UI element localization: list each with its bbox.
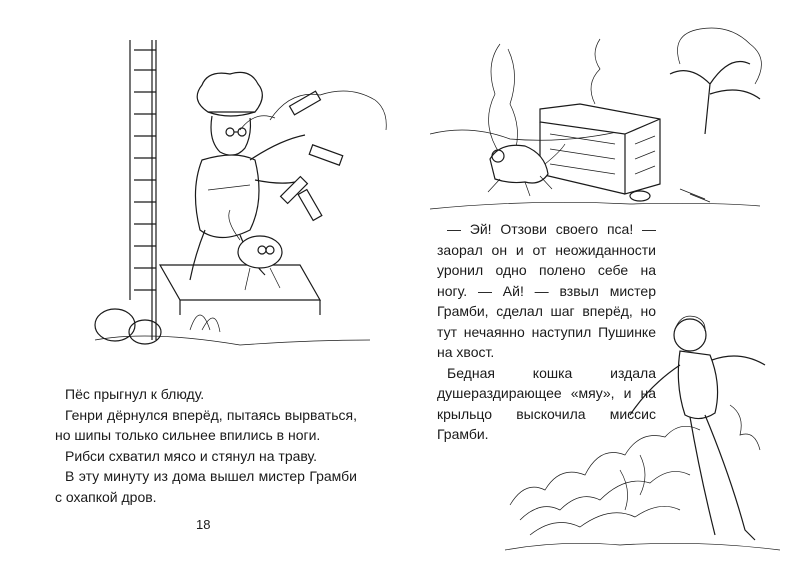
- chef-and-cat-illustration: [90, 40, 390, 360]
- boy-in-bushes-illustration: [500, 305, 799, 567]
- left-page: [0, 0, 399, 567]
- paragraph: Пёс прыгнул к блюду.: [65, 386, 205, 402]
- paragraph: Генри дёрнулся вперёд, пытаясь вырваться, но шипы только сильнее впились в ноги.: [55, 406, 357, 443]
- paragraph: В эту минуту из дома вышел мистер Грамби с охапкой дров.: [55, 468, 357, 505]
- paragraph: Рибси схватил мясо и стянул на траву.: [65, 447, 318, 464]
- page-number: 18: [196, 517, 211, 532]
- left-page-text: [55, 384, 357, 507]
- dog-and-barbecue-illustration: [430, 24, 770, 214]
- paragraph: Бедная кошка издала душераздирающее «мяу», и на крыльцо выскочила миссис Грамби.: [437, 364, 656, 442]
- paragraph: — Эй! Отзови своего пса! — заорал он и от неожиданности уронил одно полено себе на ногу. — Ай! — взвыл мистер Грамби, сделал шаг вперёд, но тут нечаянно наступил Пушинке на хвост.: [437, 221, 656, 360]
- right-page: [400, 0, 799, 567]
